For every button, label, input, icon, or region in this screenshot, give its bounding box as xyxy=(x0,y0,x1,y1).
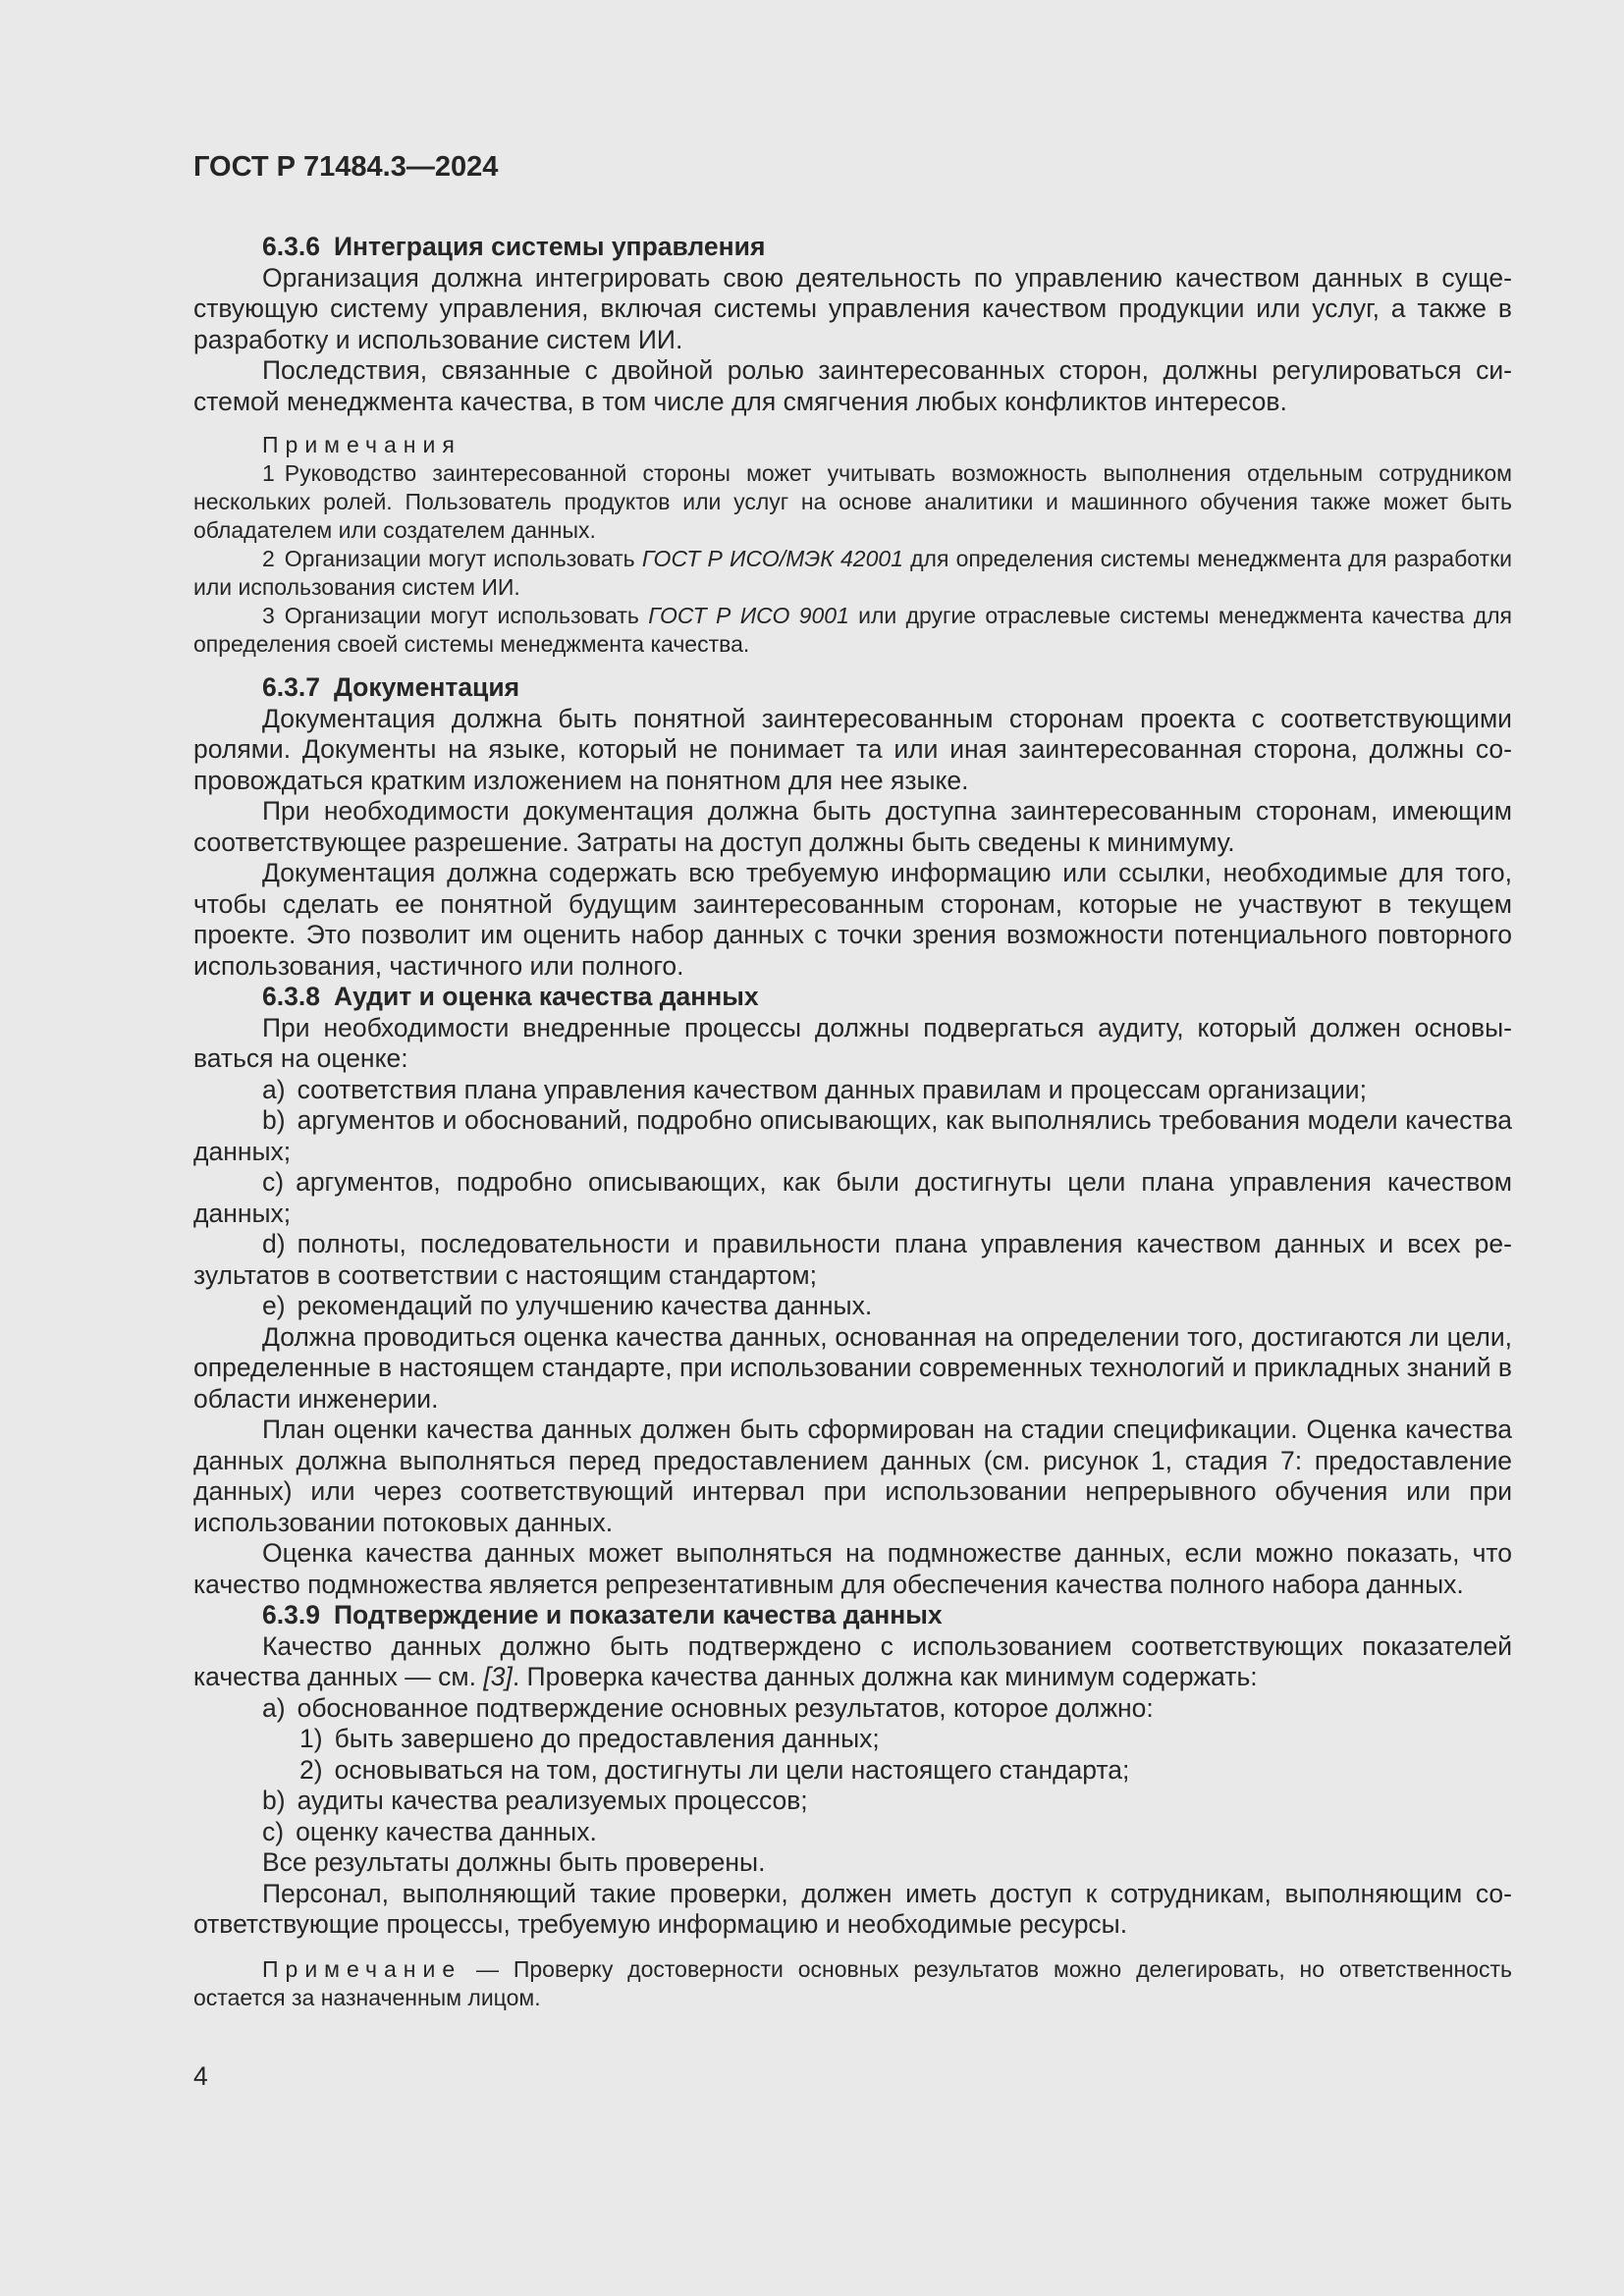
section-heading xyxy=(193,232,1512,263)
list-item-marker: b) xyxy=(262,1786,286,1815)
section-title: Аудит и оценка качества данных xyxy=(333,982,759,1011)
list-item-text: основываться на том, достигнуты ли цели настоящего стандарта; xyxy=(334,1754,1130,1785)
standard-reference: ГОСТ Р ИСО 9001 xyxy=(648,603,849,628)
paragraph: При необходимости внедренные процессы должны подвергаться аудиту, который должен основываться на оценке: xyxy=(193,1012,1512,1073)
section-number: 6.3.9 xyxy=(262,1600,320,1629)
list-item-marker: d) xyxy=(262,1229,286,1258)
list-item-text: обоснованное подтверждение основных результатов, которое должно: xyxy=(297,1692,1154,1723)
list-item-text: аргументов, подробно описывающих, как были достигнуты цели плана управления качеством данных; xyxy=(193,1167,1512,1228)
list-item xyxy=(193,1229,1512,1291)
list-item-text: быть завершено до предоставления данных; xyxy=(334,1724,880,1753)
list-item-marker: e) xyxy=(262,1291,286,1320)
list-item-text: аудиты качества реализуемых процессов; xyxy=(297,1786,808,1815)
notes-label-text: Примечания xyxy=(262,432,461,457)
list-item-text: полноты, последовательности и правильности плана управления качеством данных и всех результатов в соответствии с настоящим стандартом; xyxy=(193,1229,1512,1290)
page-number: 4 xyxy=(193,2061,208,2091)
note-item xyxy=(193,459,1512,545)
note-number: 3 xyxy=(262,603,275,628)
paragraph: Персонал, выполняющий такие проверки, должен иметь доступ к сотрудникам, выполняющим соответствующие процессы, требуемую информацию и необходимые ресурсы. xyxy=(193,1878,1512,1939)
section-heading xyxy=(193,672,1512,704)
standard-reference: ГОСТ Р ИСО/МЭК 42001 xyxy=(641,546,903,571)
list-item-text: рекомендаций по улучшению качества данных. xyxy=(297,1291,873,1320)
list-item xyxy=(193,1105,1512,1167)
section-heading xyxy=(193,982,1512,1013)
section-title: Документация xyxy=(333,672,520,702)
list-item-marker: 2) xyxy=(299,1754,323,1785)
list-item-text: соответствия плана управления качеством данных правилам и процессам организации; xyxy=(297,1074,1367,1104)
note-item xyxy=(193,545,1512,602)
paragraph: Организация должна интегрировать свою деятельность по управлению качеством данных в существующую систему управления, включая системы управления качеством продукции или услуг, а также в разработку и использование систем ИИ. xyxy=(193,262,1512,354)
section-title: Подтверждение и показатели качества данных xyxy=(333,1600,943,1629)
section-6-3-9 xyxy=(193,1600,1512,2012)
list-item-marker: c) xyxy=(262,1816,285,1846)
paragraph: Документация должна быть понятной заинтересованным сторонам проекта с соответствующими ролями. Документы на языке, который не понимает та или иная заинтересованная сторона, должны сопровождаться кратким изложением на понятном для нее языке. xyxy=(193,703,1512,795)
final-note-text: — Проверку достоверности основных результатов можно делегировать, но ответственность остается за назначенным лицом. xyxy=(193,1955,1512,2010)
list-item-marker: b) xyxy=(262,1105,286,1135)
section-number: 6.3.6 xyxy=(262,232,320,261)
section-number: 6.3.8 xyxy=(262,982,320,1011)
list-item xyxy=(193,1817,1512,1848)
sub-list-item xyxy=(193,1724,1512,1755)
list-item xyxy=(193,1167,1512,1229)
note-text: или другие отраслевые системы менеджмента качества для определения своей системы менеджмента качества. xyxy=(193,603,1512,657)
paragraph: План оценки качества данных должен быть сформирован на стадии спецификации. Оценка качества данных должна выполняться перед предоставлением данных (см. рисунок 1, стадия 7: предоставление данных) или через соответствующий интервал при использовании непрерывного обучения или при использовании потоковых данных. xyxy=(193,1415,1512,1537)
final-note xyxy=(193,1955,1512,2012)
paragraph xyxy=(193,1631,1512,1693)
note-number: 1 xyxy=(262,460,275,486)
page-content xyxy=(193,232,1512,2012)
paragraph-text: Качество данных должно быть подтверждено с использованием соответствующих показателей качества данных — см. xyxy=(193,1630,1512,1691)
list-item-text: оценку качества данных. xyxy=(296,1816,597,1846)
list-item-marker: 1) xyxy=(299,1724,323,1753)
section-title: Интеграция системы управления xyxy=(333,232,766,261)
section-6-3-7 xyxy=(193,672,1512,982)
list-item-marker: a) xyxy=(262,1692,286,1723)
section-number: 6.3.7 xyxy=(262,672,320,702)
list-item-marker: a) xyxy=(262,1074,286,1104)
section-6-3-8 xyxy=(193,982,1512,1600)
paragraph: При необходимости документация должна быть доступна заинтересованным сторонам, имеющим соответствующее разрешение. Затраты на доступ должны быть сведены к минимуму. xyxy=(193,796,1512,857)
paragraph: Последствия, связанные с двойной ролью заинтересованных сторон, должны регулироваться системой менеджмента качества, в том числе для смягчения любых конфликтов интересов. xyxy=(193,355,1512,416)
list-item xyxy=(193,1075,1512,1106)
list-item xyxy=(193,1693,1512,1725)
note-text: Организации могут использовать xyxy=(284,546,642,571)
list-item xyxy=(193,1786,1512,1817)
bibliography-reference: [3] xyxy=(483,1662,513,1691)
paragraph-text: . Проверка качества данных должна как минимум содержать: xyxy=(512,1662,1258,1691)
section-heading xyxy=(193,1600,1512,1631)
note-text: Организации могут использовать xyxy=(284,603,649,628)
paragraph: Все результаты должны быть проверены. xyxy=(262,1847,766,1877)
note-text: Руководство заинтересованной стороны может учитывать возможность выполнения отдельным сотрудником нескольких ролей. Пользователь продуктов или услуг на основе аналитики и машинного обучения также может быть обладателем или создателем данных. xyxy=(193,460,1512,543)
final-note-label: Примечание xyxy=(262,1955,462,1982)
sub-list-item xyxy=(193,1755,1512,1787)
paragraph: Должна проводиться оценка качества данных, основанная на определении того, достигаются ли цели, определенные в настоящем стандарте, при использовании современных технологий и прикладных знаний в области инженерии. xyxy=(193,1321,1512,1414)
notes-block xyxy=(193,431,1512,659)
note-item xyxy=(193,602,1512,659)
section-6-3-6 xyxy=(193,232,1512,659)
list-item-text: аргументов и обоснований, подробно описывающих, как выполнялись требования модели качества данных; xyxy=(193,1105,1512,1166)
running-header: ГОСТ Р 71484.3—2024 xyxy=(193,151,499,183)
list-item-marker: c) xyxy=(262,1167,285,1197)
note-number: 2 xyxy=(262,546,275,571)
note-text: для определения системы менеджмента для разработки или использования систем ИИ. xyxy=(193,546,1512,600)
paragraph: Документация должна содержать всю требуемую информацию или ссылки, необходимые для того, чтобы сделать ее понятной будущим заинтересованным сторонам, которые не участвуют в текущем проекте. Это позволит им оценить набор данных с точки зрения возможности потенциального повторного использования, частичного или полного. xyxy=(193,858,1512,981)
notes-label xyxy=(193,431,1512,459)
list-item xyxy=(193,1291,1512,1322)
paragraph: Оценка качества данных может выполняться на подмножестве данных, если можно показать, что качество подмножества является репрезентативным для обеспечения качества полного набора данных. xyxy=(193,1538,1512,1599)
